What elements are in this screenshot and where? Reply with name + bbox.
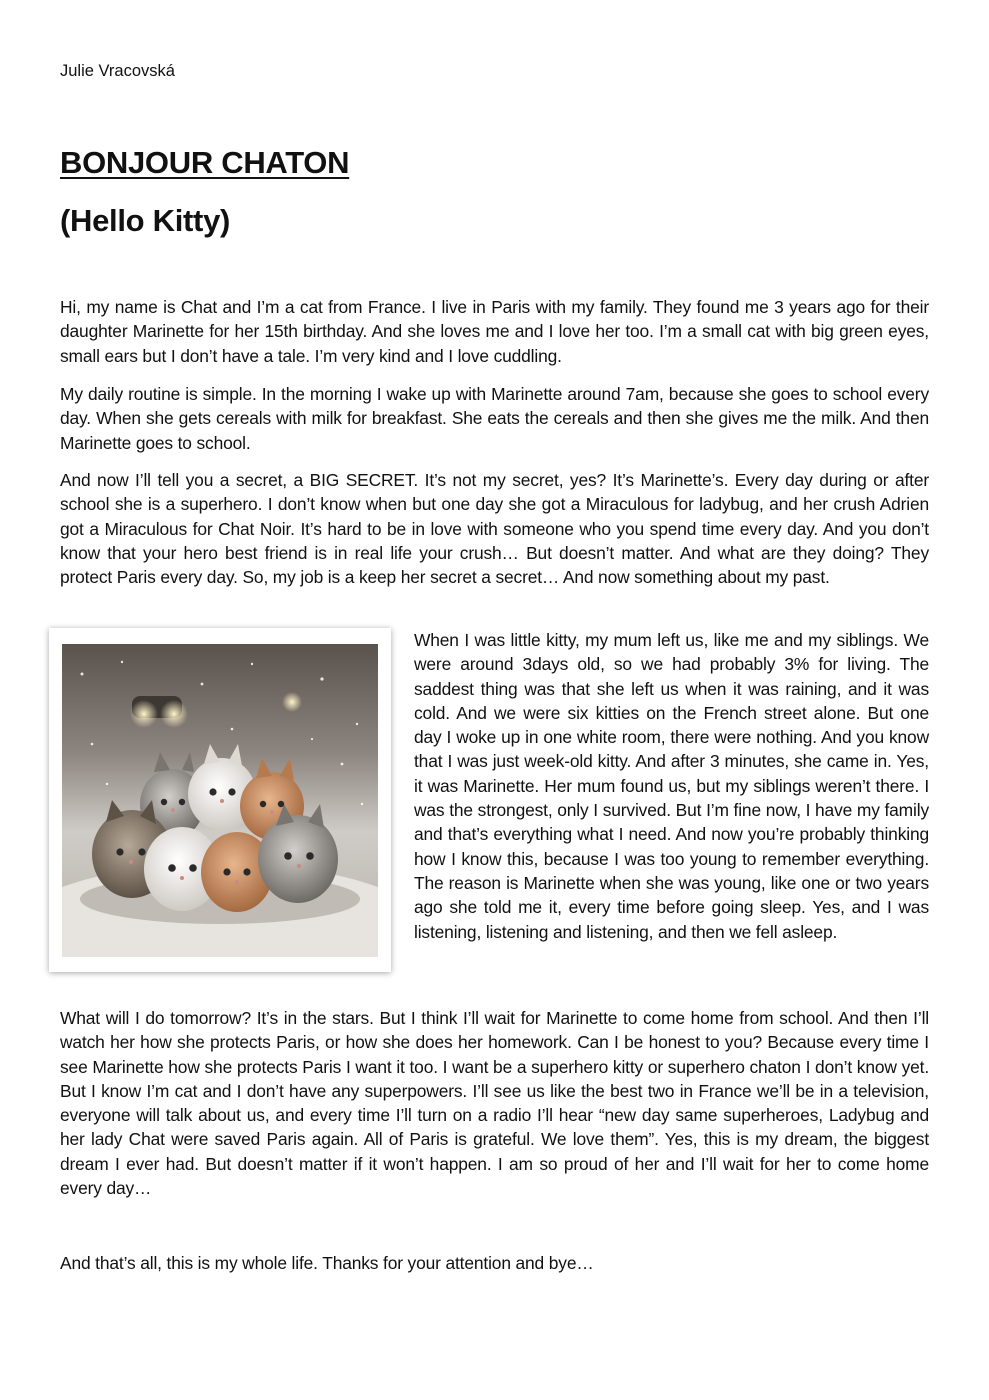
kittens-photo — [49, 628, 391, 972]
paragraph-intro: Hi, my name is Chat and I’m a cat from France. I live in Paris with my family. They found me 3 years ago for their daughter Marinette for her 15th birthday. And she loves me and I love her too. I’m a small cat with big green eyes, small ears but I don’t have a tale. I’m very kind and I love cuddling. — [60, 297, 929, 366]
document-title: BONJOUR CHATON — [60, 145, 350, 180]
paragraph-daily-routine: My daily routine is simple. In the morning I wake up with Marinette around 7am, because she goes to school every day. When she gets cereals with milk for breakfast. She eats the cereals and then she gives me the milk. And then Marinette goes to school. — [60, 384, 929, 453]
paragraph-past: When I was little kitty, my mum left us, like me and my siblings. We were around 3days old, so we had probably 3% for living. The saddest thing was that she left us when it was raining, and it was cold. And we were six kitties on the French street alone. But one day I woke up in one white room, there were nothing. And you know that I was just week-old kitty. And after 3 minutes, she came in. Yes, it was Marinette. Her mum found us, but my siblings weren’t there. I was the strongest, only I survived. But I’m fine now, I have my family and that’s everything what I need. And now you’re probably thinking how I know this, because I was too young to remember everything. The reason is Marinette when she was young, like one or two years ago she told me it, every time before going sleep. Yes, and I was listening, listening and listening, and then we fell asleep. — [414, 630, 929, 942]
paragraph-closing: And that’s all, this is my whole life. Thanks for your attention and bye… — [60, 1253, 594, 1273]
kittens-illustration — [62, 644, 378, 957]
paragraph-secret: And now I’ll tell you a secret, a BIG SECRET. It’s not my secret, yes? It’s Marinette’s. Every day during or after school she is a superhero. I don’t know when but one day she got a Miraculous for ladybug, and her crush Adrien got a Miraculous for Chat Noir. It’s hard to be in love with someone who you spend time every day. And you don’t know that your hero best friend is in real life your crush… But doesn’t matter. And what are they doing? They protect Paris every day. So, my job is a keep her secret a secret… And now something about my past. — [60, 470, 929, 588]
author-name: Julie Vracovská — [60, 62, 175, 80]
document-subtitle: (Hello Kitty) — [60, 203, 231, 238]
paragraph-tomorrow: What will I do tomorrow? It’s in the stars. But I think I’ll wait for Marinette to come home from school. And then I’ll watch her how she protects Paris, or how she does her homework. Can I be honest to you? Because every time I see Marinette how she protects Paris I want it too. I want be a superhero kitty or superhero chaton I don’t know yet. But I know I’m cat and I don’t have any superpowers. I’ll see us like the best two in France we’ll be in a television, everyone will talk about us, and every time I’ll turn on a radio I’ll hear “new day same superheroes, Ladybug and her lady Chat were saved Paris again. All of Paris is grateful. We love them”. Yes, this is my dream, the biggest dream I ever had. But doesn’t matter if it won’t happen. I am so proud of her and I’ll wait for her to come home every day… — [60, 1008, 929, 1199]
